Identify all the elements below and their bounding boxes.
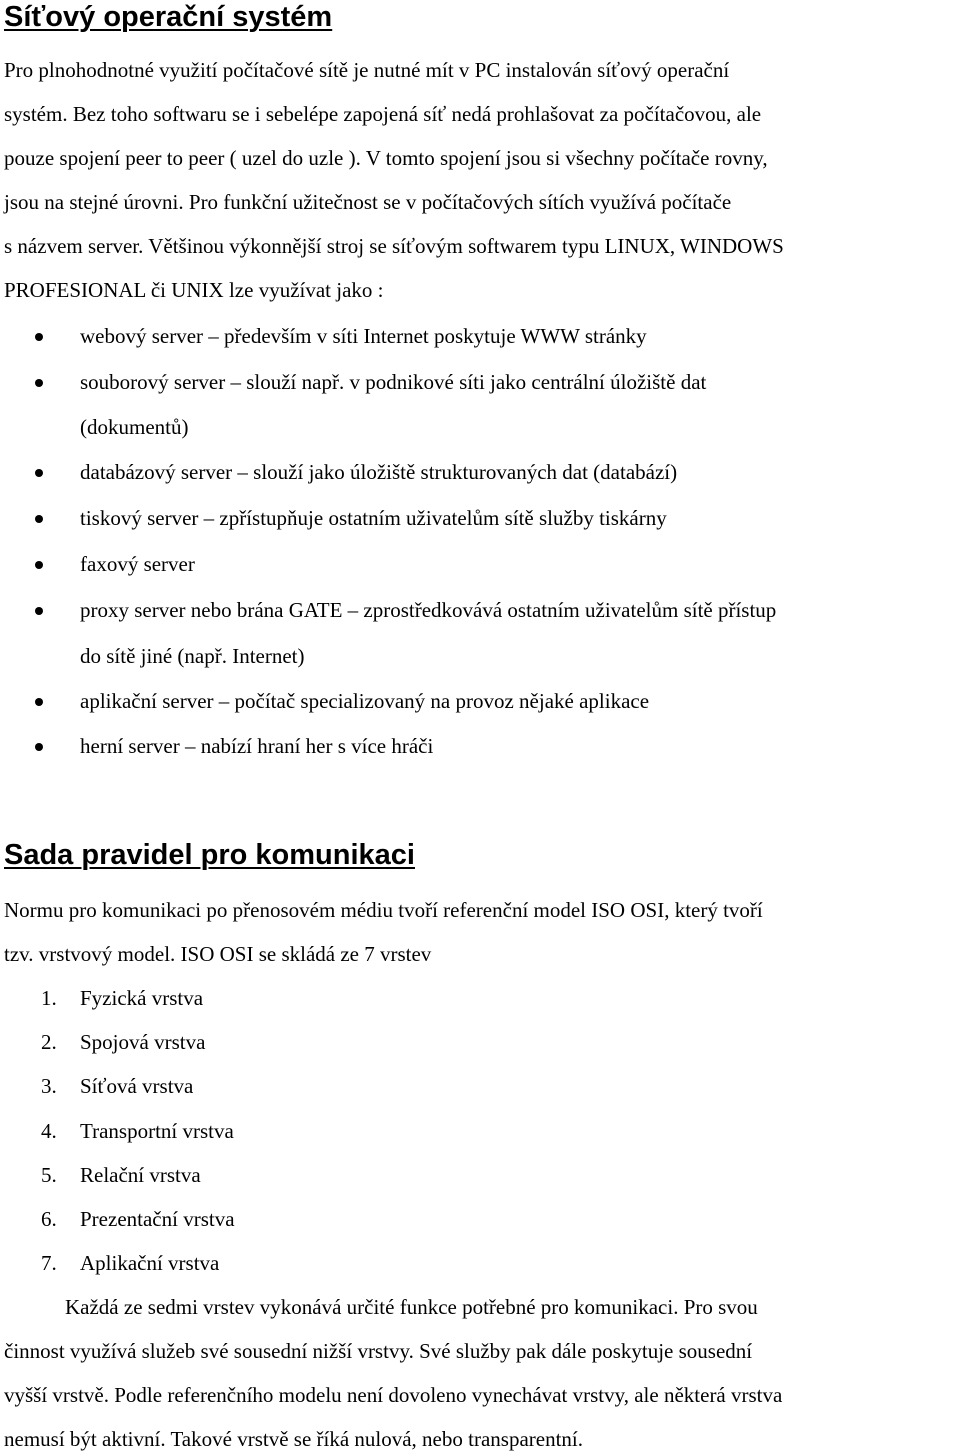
osi-layer-item: Fyzická vrstva	[80, 986, 204, 1010]
list-item: herní server – nabízí hraní her s více hráči	[80, 734, 434, 758]
paragraph-line: tzv. vrstvový model. ISO OSI se skládá ze 7 vrstev	[4, 942, 432, 966]
osi-layer-item: Transportní vrstva	[80, 1119, 234, 1143]
bullet-dot-icon	[35, 469, 43, 477]
paragraph-line: nemusí být aktivní. Takové vrstvě se říká nulová, nebo transparentní.	[4, 1427, 584, 1451]
list-item: souborový server – slouží např. v podnikové síti jako centrální úložiště dat	[80, 370, 707, 394]
list-number: 6.	[41, 1207, 57, 1231]
section-title-communication-rules: Sada pravidel pro komunikaci	[4, 839, 415, 871]
paragraph-line: Pro plnohodnotné využití počítačové sítě je nutné mít v PC instalován síťový operační	[4, 58, 730, 82]
section-title-network-os: Síťový operační systém	[4, 1, 333, 33]
paragraph-line: s názvem server. Většinou výkonnější stroj se síťovým softwarem typu LINUX, WINDOWS	[4, 234, 784, 258]
paragraph-line: systém. Bez toho softwaru se i sebelépe zapojená síť nedá prohlašovat za počítačovou, ale	[4, 102, 762, 126]
osi-layer-item: Aplikační vrstva	[80, 1251, 220, 1275]
list-number: 3.	[41, 1074, 57, 1098]
bullet-dot-icon	[35, 333, 43, 341]
osi-layer-item: Spojová vrstva	[80, 1030, 206, 1054]
list-item: proxy server nebo brána GATE – zprostředkovává ostatním uživatelům sítě přístup	[80, 598, 777, 622]
paragraph-line: jsou na stejné úrovni. Pro funkční užitečnost se v počítačových sítích využívá počítače	[4, 190, 732, 214]
bullet-dot-icon	[35, 561, 43, 569]
list-item-continuation: (dokumentů)	[80, 415, 189, 439]
list-number: 4.	[41, 1119, 57, 1143]
bullet-dot-icon	[35, 743, 43, 751]
list-item-continuation: do sítě jiné (např. Internet)	[80, 644, 305, 668]
bullet-dot-icon	[35, 698, 43, 706]
bullet-dot-icon	[35, 379, 43, 387]
list-number: 5.	[41, 1163, 57, 1187]
list-number: 2.	[41, 1030, 57, 1054]
osi-layer-item: Prezentační vrstva	[80, 1207, 235, 1231]
bullet-dot-icon	[35, 515, 43, 523]
list-item: databázový server – slouží jako úložiště strukturovaných dat (databází)	[80, 460, 678, 484]
list-item: webový server – především v síti Internet poskytuje WWW stránky	[80, 324, 647, 348]
paragraph-line: PROFESIONAL či UNIX lze využívat jako :	[4, 278, 384, 302]
osi-layer-item: Relační vrstva	[80, 1163, 201, 1187]
bullet-dot-icon	[35, 607, 43, 615]
list-number: 7.	[41, 1251, 57, 1275]
paragraph-line: Každá ze sedmi vrstev vykonává určité funkce potřebné pro komunikaci. Pro svou	[65, 1295, 758, 1319]
paragraph-line: Normu pro komunikaci po přenosovém médiu tvoří referenční model ISO OSI, který tvoří	[4, 898, 763, 922]
paragraph-line: vyšší vrstvě. Podle referenčního modelu není dovoleno vynechávat vrstvy, ale některá vrstva	[4, 1383, 783, 1407]
osi-layer-item: Síťová vrstva	[80, 1074, 194, 1098]
list-item: aplikační server – počítač specializovaný na provoz nějaké aplikace	[80, 689, 650, 713]
list-item: faxový server	[80, 552, 195, 576]
list-number: 1.	[41, 986, 57, 1010]
paragraph-line: pouze spojení peer to peer ( uzel do uzle ). V tomto spojení jsou si všechny počítače rovny,	[4, 146, 768, 170]
paragraph-line: činnost využívá služeb své sousední nižší vrstvy. Své služby pak dále poskytuje sousední	[4, 1339, 753, 1363]
list-item: tiskový server – zpřístupňuje ostatním uživatelům sítě služby tiskárny	[80, 506, 667, 530]
